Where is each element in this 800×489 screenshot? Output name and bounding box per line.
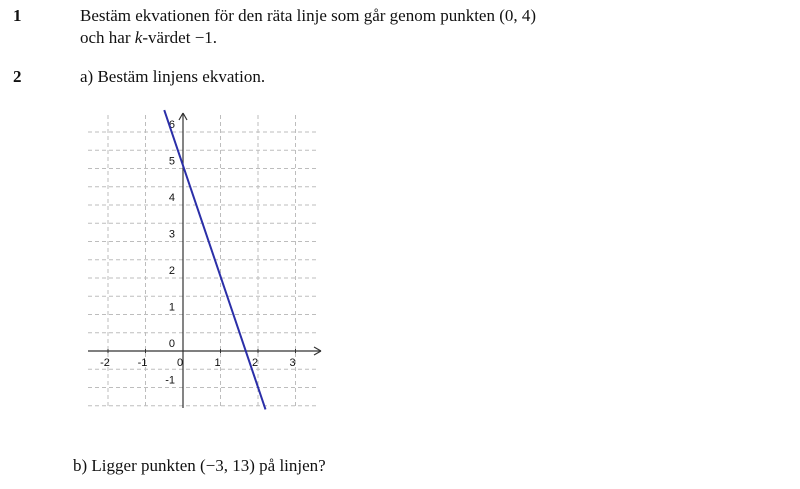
problem-2a-text: a) Bestäm linjens ekvation. — [80, 67, 266, 86]
x-tick-label: -1 — [137, 357, 148, 369]
x-tick-label: 0 — [176, 357, 184, 369]
y-tick-label: 0 — [168, 338, 175, 350]
tick-labels — [100, 119, 295, 387]
x-tick-label: 2 — [251, 357, 259, 369]
k-variable: k — [134, 28, 143, 47]
y-tick-label: 3 — [168, 228, 175, 241]
x-tick-label: 3 — [289, 357, 296, 369]
y-tick-label: 1 — [168, 301, 175, 314]
y-tick-label: 5 — [168, 155, 175, 168]
y-tick-label: -1 — [165, 374, 175, 387]
y-tick-label: 2 — [168, 265, 175, 277]
y-tick-label: 6 — [168, 119, 175, 131]
problem-1-line2: och har k-värdet −1. — [80, 28, 218, 47]
problem-2b-text: b) Ligger punkten (−3, 13) på linjen? — [73, 456, 326, 475]
problem-2-number: 2 — [13, 67, 22, 86]
problem-1-line1: Bestäm ekvationen för den räta linje som går genom punkten (0, 4) — [80, 6, 537, 25]
y-tick-label: 4 — [168, 192, 175, 204]
problem-1-number: 1 — [13, 6, 22, 25]
x-tick-label: 1 — [214, 357, 221, 369]
x-tick-label: -2 — [100, 357, 110, 369]
grid-lines — [88, 115, 318, 408]
axes — [88, 113, 321, 408]
